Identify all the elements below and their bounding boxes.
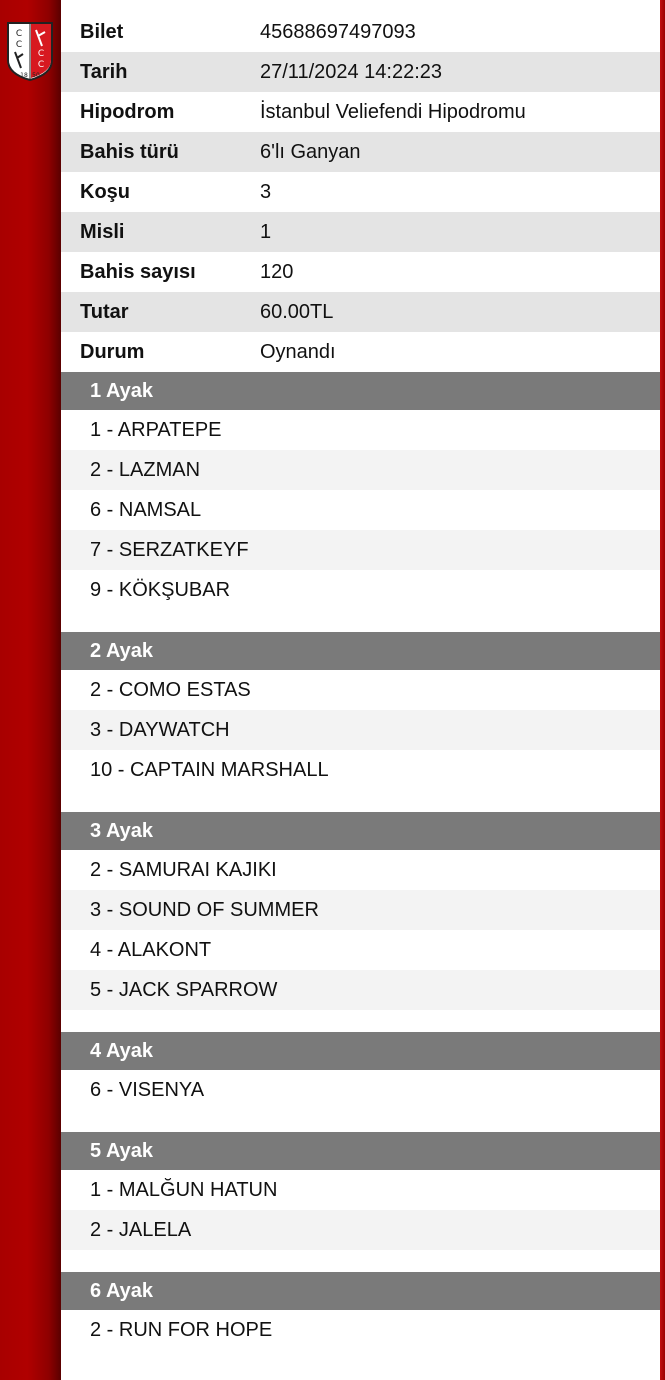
info-label: Tutar bbox=[80, 300, 129, 323]
info-row bbox=[61, 332, 660, 372]
leg-spacer bbox=[61, 610, 660, 632]
leg-spacer bbox=[61, 790, 660, 812]
info-row bbox=[61, 52, 660, 92]
info-row bbox=[61, 12, 660, 52]
horse-row: 1 - MALĞUN HATUN bbox=[90, 1178, 278, 1201]
horse-row: 4 - ALAKONT bbox=[90, 938, 212, 961]
horse-row: 2 - JALELA bbox=[61, 1210, 660, 1250]
horse-row: 1 - ARPATEPE bbox=[90, 418, 222, 441]
info-row bbox=[61, 292, 660, 332]
svg-text:C: C bbox=[15, 29, 23, 39]
info-value: Oynandı bbox=[260, 340, 336, 363]
horse-row: 6 - NAMSAL bbox=[90, 498, 202, 521]
info-row bbox=[61, 132, 660, 172]
horse-row: 9 - KÖKŞUBAR bbox=[90, 578, 231, 601]
logo-year-left: 18 bbox=[20, 72, 28, 79]
svg-text:C: C bbox=[37, 49, 45, 59]
horse-row: 2 - RUN FOR HOPE bbox=[90, 1318, 273, 1341]
info-value: 45688697497093 bbox=[260, 20, 416, 43]
leg-spacer bbox=[61, 1010, 660, 1032]
horse-row: 10 - CAPTAIN MARSHALL bbox=[90, 758, 329, 781]
info-value: 120 bbox=[260, 260, 294, 283]
horse-row: 5 - JACK SPARROW bbox=[61, 970, 660, 1010]
leg-header: 5 Ayak bbox=[61, 1132, 660, 1170]
ticket-details bbox=[61, 12, 660, 1350]
leg-header: 3 Ayak bbox=[61, 812, 660, 850]
horse-row: 7 - SERZATKEYF bbox=[61, 530, 660, 570]
info-label: Misli bbox=[80, 220, 125, 243]
club-logo-icon bbox=[5, 20, 55, 82]
info-value: 6'lı Ganyan bbox=[260, 140, 361, 163]
horse-row: 2 - SAMURAI KAJIKI bbox=[90, 858, 277, 881]
info-row bbox=[61, 172, 660, 212]
info-label: Bilet bbox=[80, 20, 124, 43]
info-value: İstanbul Veliefendi Hipodromu bbox=[260, 100, 526, 123]
info-label: Koşu bbox=[80, 180, 130, 203]
logo-year-right: 50 bbox=[32, 72, 40, 79]
info-row bbox=[61, 212, 660, 252]
info-row bbox=[61, 252, 660, 292]
sidebar bbox=[0, 0, 61, 1380]
leg-header: 6 Ayak bbox=[61, 1272, 660, 1310]
horse-row: 2 - LAZMAN bbox=[61, 450, 660, 490]
svg-text:C: C bbox=[15, 40, 23, 50]
info-label: Bahis sayısı bbox=[80, 260, 196, 283]
horse-row: 2 - COMO ESTAS bbox=[90, 678, 251, 701]
info-label: Durum bbox=[80, 340, 145, 363]
leg-header: 1 Ayak bbox=[61, 372, 660, 410]
info-label: Tarih bbox=[80, 60, 128, 83]
horse-row: 3 - SOUND OF SUMMER bbox=[61, 890, 660, 930]
leg-header: 2 Ayak bbox=[61, 632, 660, 670]
horse-row: 3 - DAYWATCH bbox=[61, 710, 660, 750]
info-value: 1 bbox=[260, 220, 272, 243]
info-value: 27/11/2024 14:22:23 bbox=[260, 60, 443, 83]
info-label: Bahis türü bbox=[80, 140, 179, 163]
info-value: 60.00TL bbox=[260, 300, 334, 323]
info-row bbox=[61, 92, 660, 132]
info-label: Hipodrom bbox=[80, 100, 175, 123]
leg-header: 4 Ayak bbox=[61, 1032, 660, 1070]
svg-text:C: C bbox=[37, 60, 45, 70]
horse-row: 6 - VISENYA bbox=[90, 1078, 205, 1101]
leg-spacer bbox=[61, 1110, 660, 1132]
right-edge-bar bbox=[660, 0, 665, 1380]
info-value: 3 bbox=[260, 180, 272, 203]
leg-spacer bbox=[61, 1250, 660, 1272]
